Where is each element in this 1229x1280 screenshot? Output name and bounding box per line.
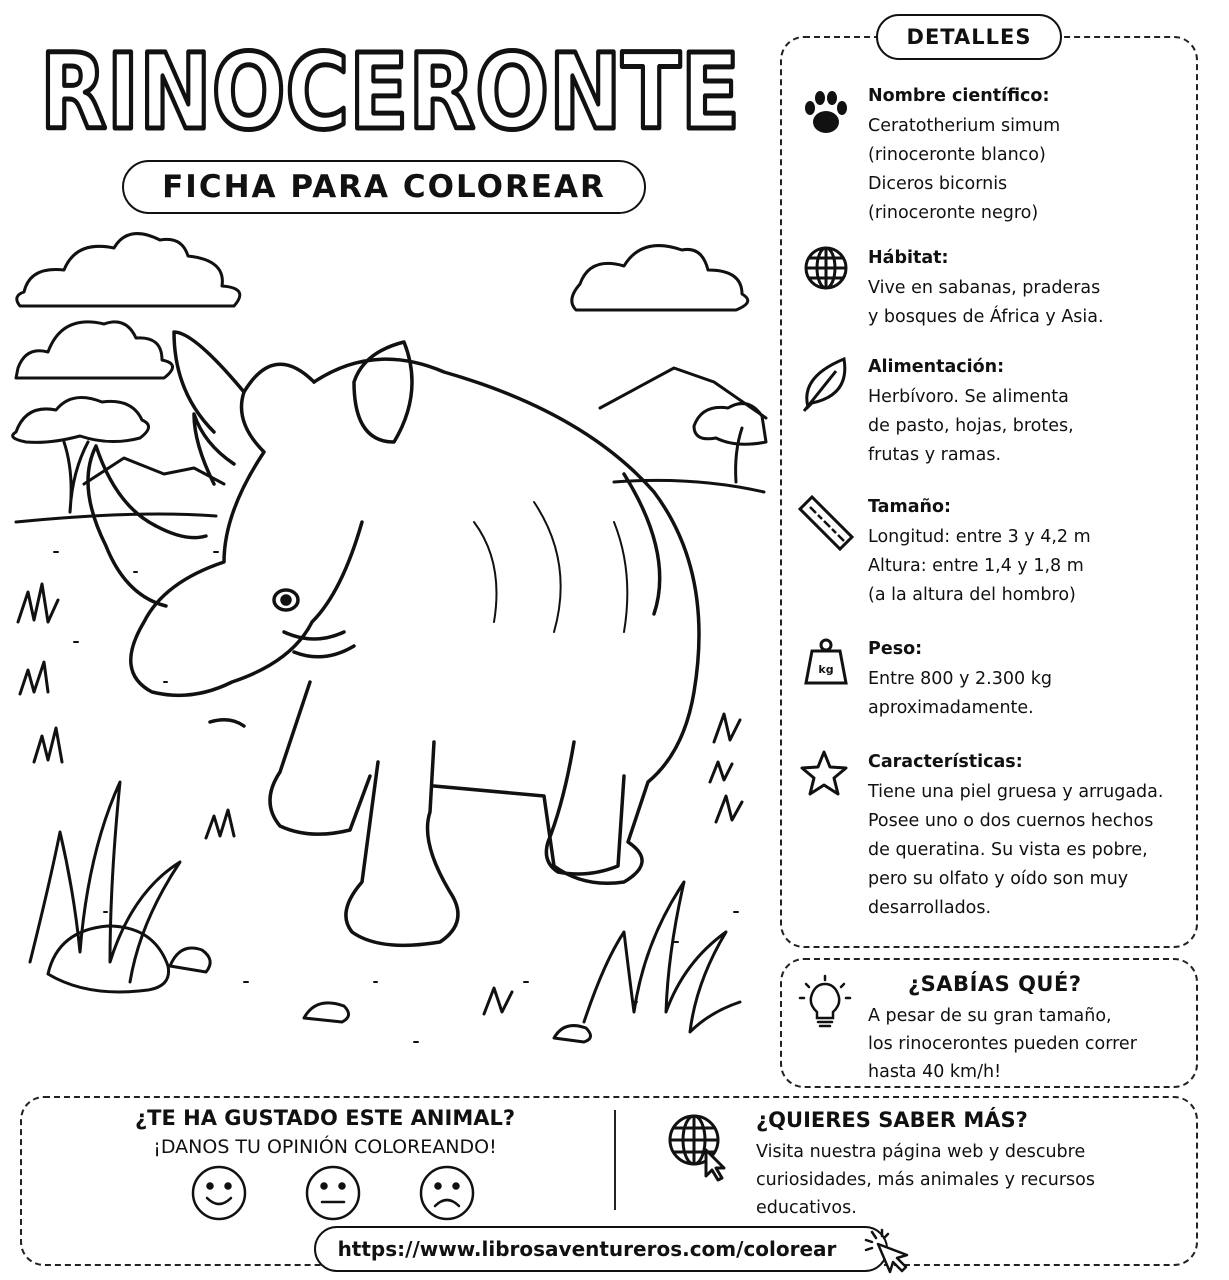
grass	[20, 662, 48, 694]
detail-size	[796, 495, 1192, 615]
cloud	[572, 246, 748, 310]
rock	[554, 1026, 591, 1042]
subtitle-pill	[122, 160, 646, 214]
neutral-face-icon[interactable]	[304, 1164, 362, 1222]
detail-habitat	[796, 246, 1192, 336]
detail-line: desarrollados.	[868, 898, 992, 918]
footer-divider	[614, 1110, 616, 1210]
fact-line: A pesar de su gran tamaño,	[868, 1006, 1112, 1026]
detail-line: Tiene una piel gruesa y arrugada.	[868, 782, 1164, 802]
grass	[710, 762, 732, 782]
cloud	[17, 234, 240, 306]
fact-title: ¿SABÍAS QUÉ?	[908, 972, 1082, 996]
details-header-label: DETALLES	[906, 25, 1032, 49]
detail-line: Vive en sabanas, praderas	[868, 278, 1101, 298]
grass	[716, 796, 742, 822]
lightbulb-icon	[800, 976, 850, 1032]
acacia-tree	[13, 398, 149, 513]
detail-label: Características:	[868, 752, 1023, 772]
detail-line: aproximadamente.	[868, 698, 1034, 718]
detail-line: (rinoceronte blanco)	[868, 145, 1046, 165]
fact-line: los rinocerontes pueden correr	[868, 1034, 1137, 1054]
detail-line: frutas y ramas.	[868, 445, 1002, 465]
page-title	[30, 18, 750, 158]
cloud	[16, 322, 173, 378]
detail-line: (rinoceronte negro)	[868, 203, 1039, 223]
learn-more-line: educativos.	[756, 1198, 857, 1218]
rock	[304, 1003, 349, 1022]
globe-icon	[796, 246, 856, 306]
detail-line: (a la altura del hombro)	[868, 585, 1076, 605]
feedback-title: ¿TE HA GUSTADO ESTE ANIMAL?	[134, 1106, 516, 1130]
cursor-click-icon	[862, 1228, 912, 1274]
website-link[interactable]	[314, 1226, 888, 1272]
mountain	[600, 368, 766, 418]
detail-line: Longitud: entre 3 y 4,2 m	[868, 527, 1091, 547]
grass	[714, 714, 740, 742]
fact-line: hasta 40 km/h!	[868, 1062, 1002, 1082]
detail-characteristics	[796, 750, 1192, 930]
happy-face-icon[interactable]	[190, 1164, 248, 1222]
grass	[18, 584, 58, 622]
detail-line: Altura: entre 1,4 y 1,8 m	[868, 556, 1084, 576]
detail-weight	[796, 637, 1192, 727]
detail-label: Alimentación:	[868, 357, 1005, 377]
big-grass	[584, 882, 740, 1032]
star-icon	[796, 750, 856, 810]
grass	[34, 728, 62, 762]
detail-line: Herbívoro. Se alimenta	[868, 387, 1069, 407]
svg-text:RINOCERONTE: RINOCERONTE	[40, 31, 740, 153]
globe-cursor-icon	[664, 1110, 734, 1180]
website-url[interactable]: https://www.librosaventureros.com/colorear	[337, 1237, 837, 1261]
acacia-tree	[694, 404, 766, 483]
detail-label: Tamaño:	[868, 497, 952, 517]
detail-line: Posee uno o dos cuernos hechos	[868, 811, 1154, 831]
leaf-icon	[796, 355, 856, 415]
detail-label: Peso:	[868, 639, 923, 659]
rhino-illustration	[14, 222, 766, 1068]
svg-text:kg: kg	[818, 663, 834, 676]
detail-line: pero su olfato y oído son muy	[868, 869, 1129, 889]
learn-more-line: Visita nuestra página web y descubre	[756, 1142, 1086, 1162]
learn-more-line: curiosidades, más animales y recursos	[756, 1170, 1095, 1190]
detail-line: Diceros bicornis	[868, 174, 1008, 194]
detail-scientific-name	[796, 84, 1192, 234]
details-header	[876, 14, 1062, 60]
detail-line: Ceratotherium simum	[868, 116, 1061, 136]
detail-line: de queratina. Su vista es pobre,	[868, 840, 1148, 860]
learn-more-title: ¿QUIERES SABER MÁS?	[756, 1108, 1028, 1132]
subtitle: FICHA PARA COLOREAR	[162, 169, 606, 205]
grass	[484, 988, 512, 1014]
ruler-icon	[796, 495, 856, 555]
sad-face-icon[interactable]	[418, 1164, 476, 1222]
detail-line: de pasto, hojas, brotes,	[868, 416, 1074, 436]
detail-feeding	[796, 355, 1192, 475]
detail-label: Nombre científico:	[868, 86, 1050, 106]
big-grass	[30, 782, 180, 982]
feedback-subtitle: ¡DANOS TU OPINIÓN COLOREANDO!	[153, 1136, 497, 1158]
weight-icon	[796, 637, 856, 697]
rock	[48, 926, 169, 992]
grass	[206, 810, 234, 838]
detail-line: Entre 800 y 2.300 kg	[868, 669, 1052, 689]
rhino	[88, 332, 699, 945]
feedback-faces	[190, 1164, 490, 1224]
detail-line: y bosques de África y Asia.	[868, 307, 1104, 327]
rock	[170, 948, 210, 972]
paw-icon	[796, 84, 856, 144]
detail-label: Hábitat:	[868, 248, 949, 268]
